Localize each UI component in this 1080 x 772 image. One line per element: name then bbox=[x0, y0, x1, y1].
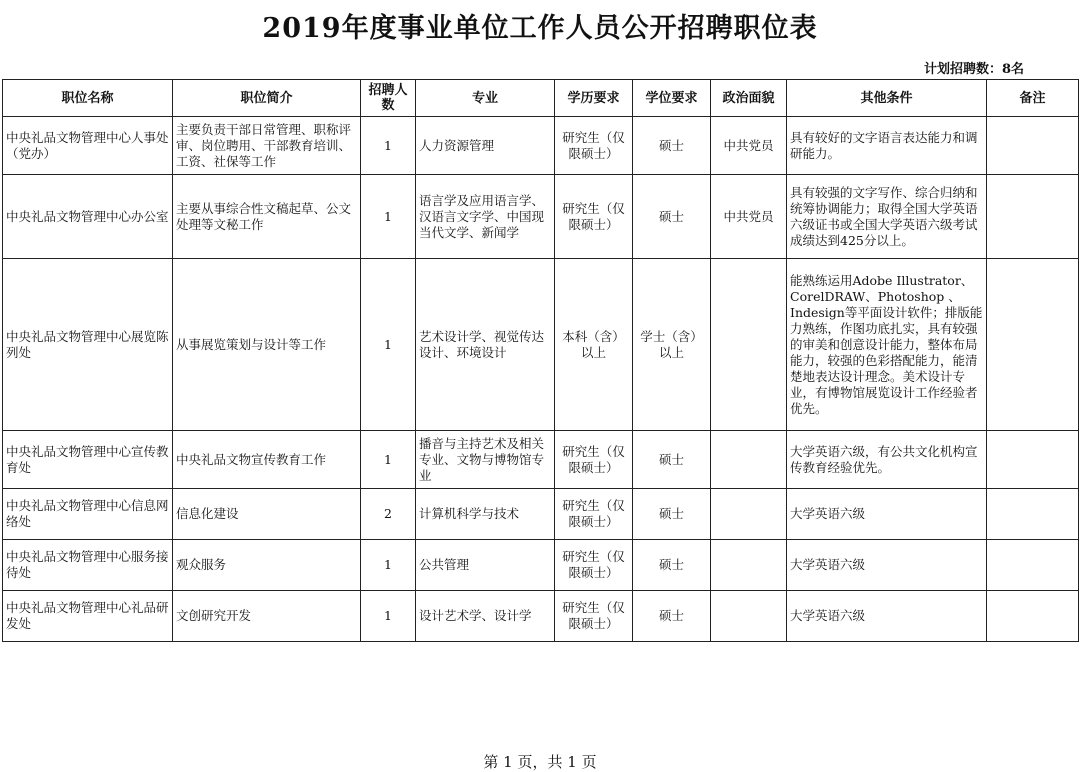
cell-political-status bbox=[711, 591, 787, 642]
cell-notes bbox=[987, 117, 1079, 175]
cell-major: 艺术设计学、视觉传达设计、环境设计 bbox=[416, 259, 555, 431]
header-other-conditions: 其他条件 bbox=[787, 80, 987, 117]
page-footer: 第 1 页，共 1 页 bbox=[483, 753, 597, 771]
cell-hire-count: 1 bbox=[361, 117, 416, 175]
header-position-intro: 职位简介 bbox=[173, 80, 361, 117]
table-row bbox=[3, 591, 1079, 642]
cell-position-intro: 主要从事综合性文稿起草、公文处理等文秘工作 bbox=[173, 175, 361, 259]
cell-education: 研究生（仅限硕士） bbox=[555, 175, 633, 259]
cell-position-intro: 中央礼品文物宣传教育工作 bbox=[173, 431, 361, 489]
cell-position-name: 中央礼品文物管理中心信息网络处 bbox=[3, 489, 173, 540]
table-row bbox=[3, 175, 1079, 259]
cell-education: 研究生（仅限硕士） bbox=[555, 431, 633, 489]
cell-degree: 硕士 bbox=[633, 117, 711, 175]
cell-political-status bbox=[711, 259, 787, 431]
table-row bbox=[3, 259, 1079, 431]
table-row bbox=[3, 117, 1079, 175]
cell-major: 计算机科学与技术 bbox=[416, 489, 555, 540]
cell-degree: 硕士 bbox=[633, 540, 711, 591]
header-political-status: 政治面貌 bbox=[711, 80, 787, 117]
table-header-row bbox=[3, 80, 1079, 117]
header-position-name: 职位名称 bbox=[3, 80, 173, 117]
cell-position-name: 中央礼品文物管理中心办公室 bbox=[3, 175, 173, 259]
plan-count: 计划招聘数：8名 bbox=[923, 62, 1024, 77]
cell-other-conditions: 大学英语六级 bbox=[787, 540, 987, 591]
cell-education: 研究生（仅限硕士） bbox=[555, 591, 633, 642]
cell-hire-count: 1 bbox=[361, 540, 416, 591]
cell-position-name: 中央礼品文物管理中心人事处（党办） bbox=[3, 117, 173, 175]
cell-major: 公共管理 bbox=[416, 540, 555, 591]
cell-education: 研究生（仅限硕士） bbox=[555, 489, 633, 540]
cell-hire-count: 1 bbox=[361, 175, 416, 259]
cell-major: 播音与主持艺术及相关专业、文物与博物馆专业 bbox=[416, 431, 555, 489]
cell-education: 研究生（仅限硕士） bbox=[555, 540, 633, 591]
cell-position-name: 中央礼品文物管理中心宣传教育处 bbox=[3, 431, 173, 489]
cell-position-intro: 主要负责干部日常管理、职称评审、岗位聘用、干部教育培训、工资、社保等工作 bbox=[173, 117, 361, 175]
cell-other-conditions: 具有较强的文字写作、综合归纳和统筹协调能力；取得全国大学英语六级证书或全国大学英语六级考试成绩达到425分以上。 bbox=[787, 175, 987, 259]
cell-position-intro: 文创研究开发 bbox=[173, 591, 361, 642]
cell-degree: 硕士 bbox=[633, 591, 711, 642]
cell-notes bbox=[987, 431, 1079, 489]
table-row bbox=[3, 489, 1079, 540]
cell-hire-count: 2 bbox=[361, 489, 416, 540]
cell-hire-count: 1 bbox=[361, 431, 416, 489]
cell-degree: 学士（含）以上 bbox=[633, 259, 711, 431]
cell-position-name: 中央礼品文物管理中心服务接待处 bbox=[3, 540, 173, 591]
cell-notes bbox=[987, 489, 1079, 540]
cell-education: 本科（含）以上 bbox=[555, 259, 633, 431]
header-hire-count: 招聘人数 bbox=[361, 80, 416, 117]
page-title: 2019年度事业单位工作人员公开招聘职位表 bbox=[262, 13, 818, 44]
cell-position-intro: 观众服务 bbox=[173, 540, 361, 591]
cell-position-name: 中央礼品文物管理中心礼品研发处 bbox=[3, 591, 173, 642]
cell-other-conditions: 大学英语六级，有公共文化机构宣传教育经验优先。 bbox=[787, 431, 987, 489]
header-education: 学历要求 bbox=[555, 80, 633, 117]
cell-hire-count: 1 bbox=[361, 591, 416, 642]
cell-position-intro: 信息化建设 bbox=[173, 489, 361, 540]
cell-hire-count: 1 bbox=[361, 259, 416, 431]
cell-notes bbox=[987, 540, 1079, 591]
cell-political-status: 中共党员 bbox=[711, 175, 787, 259]
cell-notes bbox=[987, 259, 1079, 431]
cell-political-status bbox=[711, 489, 787, 540]
cell-degree: 硕士 bbox=[633, 431, 711, 489]
cell-other-conditions: 具有较好的文字语言表达能力和调研能力。 bbox=[787, 117, 987, 175]
header-major: 专业 bbox=[416, 80, 555, 117]
cell-degree: 硕士 bbox=[633, 489, 711, 540]
cell-position-intro: 从事展览策划与设计等工作 bbox=[173, 259, 361, 431]
table-row bbox=[3, 540, 1079, 591]
cell-political-status bbox=[711, 431, 787, 489]
cell-notes bbox=[987, 175, 1079, 259]
cell-major: 人力资源管理 bbox=[416, 117, 555, 175]
cell-political-status: 中共党员 bbox=[711, 117, 787, 175]
header-degree: 学位要求 bbox=[633, 80, 711, 117]
cell-major: 语言学及应用语言学、汉语言文字学、中国现当代文学、新闻学 bbox=[416, 175, 555, 259]
cell-other-conditions: 大学英语六级 bbox=[787, 591, 987, 642]
cell-degree: 硕士 bbox=[633, 175, 711, 259]
cell-political-status bbox=[711, 540, 787, 591]
cell-position-name: 中央礼品文物管理中心展览陈列处 bbox=[3, 259, 173, 431]
table-row bbox=[3, 431, 1079, 489]
positions-table bbox=[2, 79, 1079, 642]
cell-other-conditions: 能熟练运用Adobe Illustrator、CorelDRAW、Photoshop 、Indesign等平面设计软件；排版能力熟练，作图功底扎实，具有较强的审美和创意设计能力，整体布局能力，较强的色彩搭配能力，能清楚地表达设计理念。美术设计专业，有博物馆展览设计工作经验者优先。 bbox=[787, 259, 987, 431]
cell-other-conditions: 大学英语六级 bbox=[787, 489, 987, 540]
cell-notes bbox=[987, 591, 1079, 642]
cell-major: 设计艺术学、设计学 bbox=[416, 591, 555, 642]
cell-education: 研究生（仅限硕士） bbox=[555, 117, 633, 175]
header-notes: 备注 bbox=[987, 80, 1079, 117]
